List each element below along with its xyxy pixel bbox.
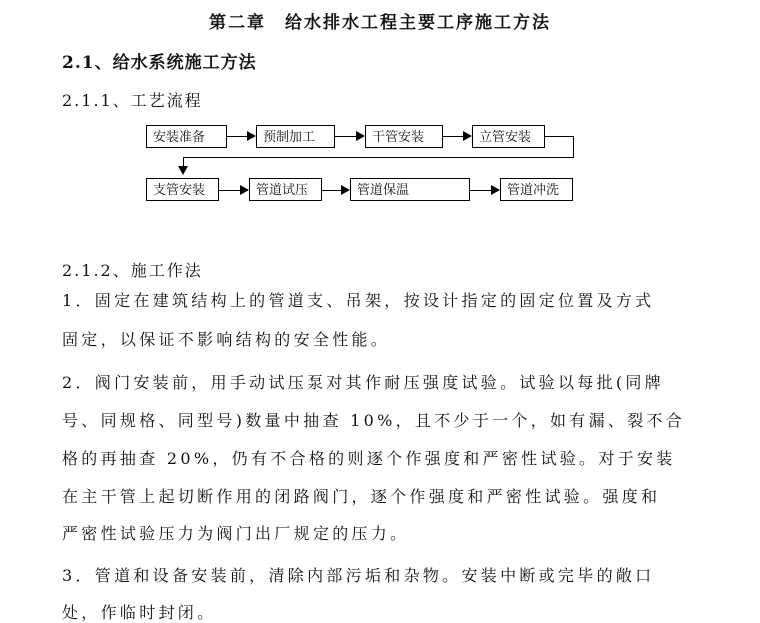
body-line: 处，作临时封闭。 xyxy=(62,603,217,622)
flow-connector xyxy=(470,190,491,191)
body-line: 在主干管上起切断作用的闭路阀门，逐个作强度和严密性试验。强度和 xyxy=(62,487,661,506)
flow-step: 管道冲洗 xyxy=(500,178,573,201)
subsection-heading-process: 2.1.1、工艺流程 xyxy=(62,91,203,110)
arrow-down-icon xyxy=(178,166,188,175)
body-line: 2．阀门安装前，用手动试压泵对其作耐压强度试验。试验以每批(同牌 xyxy=(62,373,665,392)
arrow-right-icon xyxy=(341,185,350,195)
section-heading: 2.1、给水系统施工方法 xyxy=(62,53,257,73)
flow-connector xyxy=(227,136,247,137)
flow-step: 立管安装 xyxy=(472,125,545,148)
flow-step: 安装准备 xyxy=(146,125,227,148)
flow-connector xyxy=(219,190,240,191)
arrow-right-icon xyxy=(491,185,500,195)
body-line: 3．管道和设备安装前，清除内部污垢和杂物。安装中断或完毕的敞口 xyxy=(62,566,655,585)
flow-connector xyxy=(573,136,574,158)
arrow-right-icon xyxy=(463,131,472,141)
flow-step: 管道保温 xyxy=(350,178,470,201)
flow-step: 干管安装 xyxy=(365,125,443,148)
body-line: 格的再抽查 20%，仍有不合格的则逐个作强度和严密性试验。对于安装 xyxy=(62,449,676,468)
flow-connector xyxy=(322,190,341,191)
body-line: 1．固定在建筑结构上的管道支、吊架，按设计指定的固定位置及方式 xyxy=(62,291,655,310)
flow-connector xyxy=(183,157,574,158)
body-line: 严密性试验压力为阀门出厂规定的压力。 xyxy=(62,524,410,543)
flow-connector xyxy=(443,136,463,137)
arrow-right-icon xyxy=(240,185,249,195)
body-line: 固定，以保证不影响结构的安全性能。 xyxy=(62,330,391,349)
arrow-right-icon xyxy=(356,131,365,141)
flow-step: 支管安装 xyxy=(146,178,219,201)
flow-connector xyxy=(545,136,574,137)
subsection-heading-method: 2.1.2、施工作法 xyxy=(62,261,203,280)
flow-step: 预制加工 xyxy=(256,125,335,148)
arrow-right-icon xyxy=(247,131,256,141)
chapter-title: 第二章 给水排水工程主要工序施工方法 xyxy=(209,13,551,33)
body-line: 号、同规格、同型号)数量中抽查 10%，且不少于一个，如有漏、裂不合 xyxy=(62,411,686,430)
flow-connector xyxy=(335,136,356,137)
flow-step: 管道试压 xyxy=(249,178,322,201)
